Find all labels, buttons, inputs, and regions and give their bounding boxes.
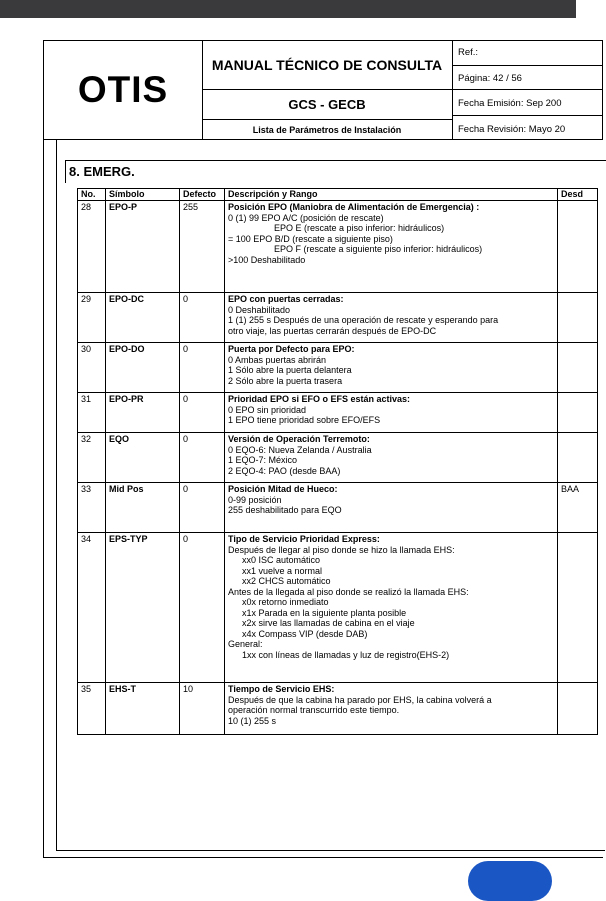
param-number: 35 <box>78 683 106 735</box>
param-desde <box>558 433 598 483</box>
param-description-line: EPO E (rescate a piso inferior: hidráulicos) <box>274 223 445 233</box>
table-header-row <box>78 189 598 201</box>
param-description-line: = 100 EPO B/D (rescate a siguiente piso) <box>228 233 393 244</box>
param-description <box>225 483 558 533</box>
param-description-title: EPO con puertas cerradas: <box>228 294 344 304</box>
param-description-line: x4x Compass VIP (desde DAB) <box>242 628 368 639</box>
param-description <box>225 293 558 343</box>
table-row <box>78 343 598 393</box>
param-default: 0 <box>180 433 225 483</box>
table-row <box>78 483 598 533</box>
section-title: 8. EMERG. <box>69 164 135 179</box>
param-description-line: xx0 ISC automático <box>242 555 321 565</box>
param-number: 30 <box>78 343 106 393</box>
param-number: 32 <box>78 433 106 483</box>
meta-divider <box>452 89 602 90</box>
manual-subtitle: GCS - GECB <box>288 97 366 112</box>
viewer-top-bar <box>0 0 576 18</box>
param-description-line: General: <box>228 639 263 649</box>
manual-title: MANUAL TÉCNICO DE CONSULTA <box>202 41 452 90</box>
table-row <box>78 293 598 343</box>
param-description-line: 1 (1) 255 s Después de una operación de rescate y esperando para <box>228 315 499 325</box>
param-description <box>225 393 558 433</box>
param-desde <box>558 343 598 393</box>
list-title: Lista de Parámetros de Instalación <box>252 125 402 135</box>
param-description-line: >100 Deshabilitado <box>228 254 306 265</box>
param-desde <box>558 683 598 735</box>
param-description <box>225 343 558 393</box>
param-desde <box>558 533 598 683</box>
param-default: 10 <box>180 683 225 735</box>
emission-date: Fecha Emisión: Sep 200 <box>458 98 562 109</box>
param-description-line: operación normal transcurrido este tiempo. <box>228 705 400 715</box>
param-description-title: Posición Mitad de Hueco: <box>228 484 338 494</box>
param-description-line: 10 (1) 255 s <box>228 715 277 726</box>
param-description-line: 1xx con líneas de llamadas y luz de registro(EHS-2) <box>242 649 450 660</box>
param-number: 34 <box>78 533 106 683</box>
meta-divider <box>452 65 602 66</box>
param-description-line: 2 EQO-4: PAO (desde BAA) <box>228 465 341 476</box>
param-description-line: 1 EPO tiene prioridad sobre EFO/EFS <box>228 415 381 425</box>
header-meta <box>452 41 602 139</box>
param-desde: BAA <box>558 483 598 533</box>
param-description-line: x1x Parada en la siguiente planta posible <box>242 607 407 618</box>
document-body <box>43 140 603 858</box>
header-title-block <box>202 41 453 139</box>
section-frame <box>65 160 606 183</box>
param-description-line: xx2 CHCS automático <box>242 576 331 586</box>
param-description-line: 1 Sólo abre la puerta delantera <box>228 365 352 375</box>
param-symbol: EPS-TYP <box>106 533 180 683</box>
param-description <box>225 433 558 483</box>
param-symbol: EPO-DO <box>106 343 180 393</box>
param-description-line: otro viaje, las puertas cerrarán después de EPO-DC <box>228 325 437 336</box>
param-number: 29 <box>78 293 106 343</box>
param-description-line: 0 (1) 99 EPO A/C (posición de rescate) <box>228 212 384 223</box>
param-description-line: x0x retorno inmediato <box>242 597 329 607</box>
col-header-desde: Desd <box>558 189 598 201</box>
param-description-line: xx1 vuelve a normal <box>242 565 323 576</box>
param-default: 255 <box>180 201 225 293</box>
revision-date: Fecha Revisión: Mayo 20 <box>458 124 566 135</box>
param-description-line: Después de llegar al piso donde se hizo la llamada EHS: <box>228 544 455 555</box>
param-number: 31 <box>78 393 106 433</box>
param-symbol: EPO-PR <box>106 393 180 433</box>
table-row <box>78 683 598 735</box>
param-number: 28 <box>78 201 106 293</box>
param-description-line: 2 Sólo abre la puerta trasera <box>228 375 343 386</box>
param-default: 0 <box>180 293 225 343</box>
param-default: 0 <box>180 483 225 533</box>
header-divider <box>202 119 452 120</box>
param-description-title: Tipo de Servicio Prioridad Express: <box>228 534 380 544</box>
table-row <box>78 533 598 683</box>
param-desde <box>558 201 598 293</box>
param-description-line: 1 EQO-7: México <box>228 455 298 465</box>
content-frame <box>56 140 605 851</box>
param-description-title: Puerta por Defecto para EPO: <box>228 344 355 354</box>
param-symbol: EPO-P <box>106 201 180 293</box>
param-symbol: EQO <box>106 433 180 483</box>
param-symbol: EPO-DC <box>106 293 180 343</box>
param-description-line: Antes de la llegada al piso donde se realizó la llamada EHS: <box>228 586 469 597</box>
ref-label: Ref.: <box>458 47 479 58</box>
page-number: Página: 42 / 56 <box>458 73 522 84</box>
table-row <box>78 433 598 483</box>
param-default: 0 <box>180 393 225 433</box>
param-symbol: Mid Pos <box>106 483 180 533</box>
param-description-line: 0 Ambas puertas abrirán <box>228 354 327 365</box>
param-description <box>225 201 558 293</box>
param-description-line: 0-99 posición <box>228 494 282 505</box>
param-description-title: Tiempo de Servicio EHS: <box>228 684 335 694</box>
param-description-line: EPO F (rescate a siguiente piso inferior: hidráulicos) <box>274 244 483 254</box>
param-number: 33 <box>78 483 106 533</box>
param-description-line: x2x sirve las llamadas de cabina en el viaje <box>242 618 415 628</box>
col-header-no: No. <box>78 189 106 201</box>
param-description-line: Después de que la cabina ha parado por EHS, la cabina volverá a <box>228 694 492 705</box>
table-row <box>78 393 598 433</box>
otis-logo: OTIS <box>44 41 203 139</box>
param-desde <box>558 393 598 433</box>
param-description-title: Versión de Operación Terremoto: <box>228 434 370 444</box>
param-description-line: 0 Deshabilitado <box>228 304 291 315</box>
param-description-title: Prioridad EPO si EFO o EFS están activas: <box>228 394 411 404</box>
param-default: 0 <box>180 343 225 393</box>
param-description-line: 0 EQO-6: Nueva Zelanda / Australia <box>228 444 372 455</box>
table-row <box>78 201 598 293</box>
param-default: 0 <box>180 533 225 683</box>
document-header <box>43 40 603 140</box>
meta-divider <box>452 115 602 116</box>
param-description <box>225 683 558 735</box>
param-desde <box>558 293 598 343</box>
param-description-line: 255 deshabilitado para EQO <box>228 505 342 515</box>
col-header-default: Defecto <box>180 189 225 201</box>
param-symbol: EHS-T <box>106 683 180 735</box>
floating-action-button[interactable] <box>468 861 552 901</box>
parameter-table <box>77 188 598 735</box>
col-header-symbol: Símbolo <box>106 189 180 201</box>
param-description-title: Posición EPO (Maniobra de Alimentación de Emergencia) : <box>228 202 480 212</box>
param-description-line: 0 EPO sin prioridad <box>228 404 307 415</box>
col-header-description: Descripción y Rango <box>225 189 558 201</box>
document-page <box>43 40 603 860</box>
param-description <box>225 533 558 683</box>
